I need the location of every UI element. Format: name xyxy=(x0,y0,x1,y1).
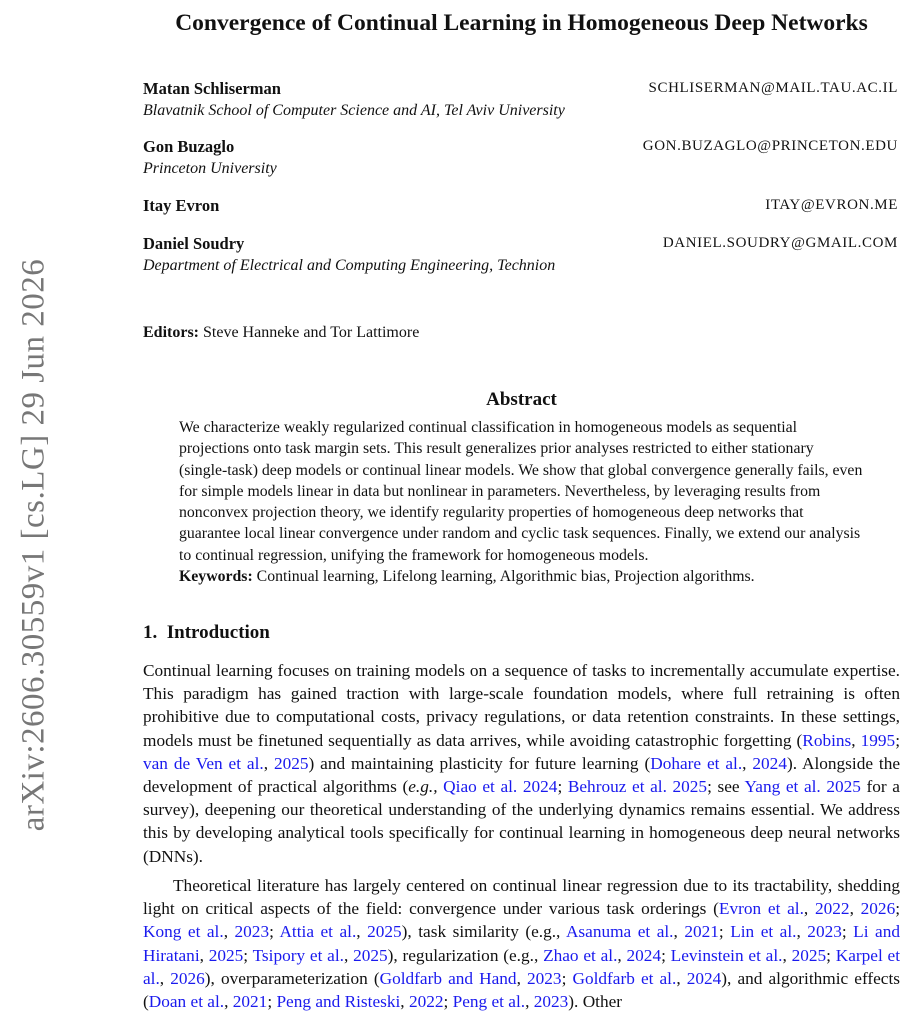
citation-link[interactable]: 2025 xyxy=(367,922,402,942)
citation-link[interactable]: Lin et al. xyxy=(730,922,797,942)
paragraph-text: ; xyxy=(661,945,671,965)
paragraph-text: ). Other xyxy=(568,992,623,1012)
paragraph-text: ; xyxy=(826,945,836,965)
paragraph-text: ; xyxy=(243,945,253,965)
citation-link[interactable]: 2021 xyxy=(232,992,268,1012)
paragraph-text: ), and algorithmic effects ( xyxy=(143,968,901,1012)
citation-link[interactable]: 2026 xyxy=(170,968,205,988)
author-affiliation: Blavatnik School of Computer Science and AI, Tel Aviv University xyxy=(143,102,565,119)
citation-link[interactable]: 2024 xyxy=(626,945,662,965)
paragraph-text: , xyxy=(223,922,235,942)
citation-link[interactable]: 1995 xyxy=(860,730,896,750)
keywords-line xyxy=(179,566,869,587)
citation-link[interactable]: Kong et al. xyxy=(143,922,224,942)
citation-link[interactable]: 2025 xyxy=(791,945,827,965)
paragraph-text: , xyxy=(851,730,861,750)
paragraph-text: Continual learning focuses on training models on a sequence of tasks to incrementally accumulate expertise. This paradigm has gained traction with large-scale foundation models, where full retraining is often prohibitive due to computational costs, privacy regulations, or data retention constraints. In these settings, models must be finetuned sequentially as data arrives, while avoiding catastrophic forgetting ( xyxy=(143,661,900,750)
paragraph-text: ; xyxy=(443,992,453,1012)
paragraph-text: ). Alongside the development of practical algorithms ( xyxy=(143,753,901,797)
citation-link[interactable]: 2022 xyxy=(815,899,850,919)
citation-link[interactable]: 2023 xyxy=(234,922,270,942)
citation-link[interactable]: Peng et al. xyxy=(452,992,526,1012)
author-name: Daniel Soudry xyxy=(143,234,245,253)
author-block xyxy=(143,136,900,180)
citation-link[interactable]: 2024 xyxy=(686,968,722,988)
paragraph-text: ; xyxy=(269,922,280,942)
citation-link[interactable]: Dohare et al. xyxy=(650,753,743,773)
paragraph-text: , xyxy=(224,992,233,1012)
author-name: Gon Buzaglo xyxy=(143,137,235,156)
paragraph-text: , xyxy=(199,945,209,965)
citation-link[interactable]: 2023 xyxy=(527,968,562,988)
paragraph-text: , xyxy=(400,992,409,1012)
citation-link[interactable]: 2022 xyxy=(408,992,444,1012)
author-block xyxy=(143,233,900,277)
citation-link[interactable]: Karpel et al. xyxy=(143,945,901,988)
keywords-label: Keywords: xyxy=(179,568,253,585)
keywords-text: Continual learning, Lifelong learning, Algorithmic bias, Projection algorithms. xyxy=(256,568,755,585)
paragraph-text: Theoretical literature has largely centered on continual linear regression due to its tractability, shedding light on critical aspects of the field: convergence under various task orderings ( xyxy=(143,876,900,919)
citation-link[interactable]: 2021 xyxy=(684,922,719,942)
arxiv-identifier-stamp xyxy=(0,0,60,1000)
paragraph-text: ; xyxy=(557,777,568,797)
paragraph-text: , xyxy=(803,899,815,919)
paragraph-text: ; xyxy=(267,992,277,1012)
paragraph-text: , xyxy=(782,945,792,965)
editors-names: Steve Hanneke and Tor Lattimore xyxy=(203,324,420,341)
paragraph-text: , xyxy=(673,922,685,942)
author-name: Itay Evron xyxy=(143,196,220,215)
citation-link[interactable]: Levinstein et al. xyxy=(670,945,783,965)
author-affiliation: Department of Electrical and Computing Engineering, Technion xyxy=(143,257,556,274)
author-email[interactable]: ITAY@EVRON.ME xyxy=(765,197,898,213)
paragraph-text: ), regularization (e.g., xyxy=(387,945,544,965)
citation-link[interactable]: Yang et al. 2025 xyxy=(744,777,861,797)
citation-link[interactable]: Asanuma et al. xyxy=(565,922,674,942)
paragraph-text: , xyxy=(159,968,171,988)
citation-link[interactable]: 2025 xyxy=(353,945,388,965)
arxiv-id-text: arXiv:2606.30559v1 [cs.LG] 29 Jun 2026 xyxy=(15,258,52,832)
section-heading xyxy=(143,622,270,644)
author-email[interactable]: GON.BUZAGLO@PRINCETON.EDU xyxy=(642,138,898,154)
author-email[interactable]: DANIEL.SOUDRY@GMAIL.COM xyxy=(662,235,898,251)
paragraph-text: , xyxy=(356,922,368,942)
section-title: Introduction xyxy=(166,622,270,643)
citation-link[interactable]: 2023 xyxy=(533,992,569,1012)
paragraph-text: ), overparameterization ( xyxy=(204,968,380,988)
abstract-text: We characterize weakly regularized continual classification in homogeneous models as sequential projections onto task margin sets. This result generalizes prior analyses restricted to either stationary (single-task) deep models or continual linear models. We show that global convergence generally fails, even for simple models linear in data but nonlinear in parameters. Nevertheless, by leveraging results from nonconvex projection theory, we identify regularity properties of homogeneous deep networks that guarantee local linear convergence under random and cyclic task sequences. Finally, we extend our analysis to continual regression, unifying the framework for homogeneous models. xyxy=(179,419,863,564)
citation-link[interactable]: 2026 xyxy=(860,899,896,919)
citation-link[interactable]: Li and Hiratani xyxy=(143,922,900,965)
paragraph-text: , xyxy=(516,968,527,988)
citation-link[interactable]: 2025 xyxy=(208,945,244,965)
author-block xyxy=(143,195,900,217)
paragraph-text: ) and maintaining plasticity for future learning ( xyxy=(308,753,651,773)
author-name: Matan Schliserman xyxy=(143,79,281,98)
intro-paragraph-1 xyxy=(143,659,900,868)
citation-link[interactable]: 2025 xyxy=(273,753,309,773)
abstract-heading: Abstract xyxy=(486,389,557,410)
citation-link[interactable]: Attia et al. xyxy=(279,922,357,942)
paragraph-text: , xyxy=(796,922,808,942)
italic-text: e.g., xyxy=(408,777,438,797)
paragraph-text: , xyxy=(343,945,354,965)
citation-link[interactable]: Peng and Risteski xyxy=(276,992,401,1012)
author-affiliation: Princeton University xyxy=(143,160,277,177)
paragraph-text: , xyxy=(617,945,627,965)
author-email[interactable]: SCHLISERMAN@MAIL.TAU.AC.IL xyxy=(648,80,898,96)
paragraph-text: for a survey), deepening our theoretical understanding of the underlying dynamics remains essential. We address this by developing analytical tools specifically for continual learning in homogeneous deep neural networks (DNNs). xyxy=(143,777,900,866)
editors-label: Editors: xyxy=(143,324,199,341)
citation-link[interactable]: Robins xyxy=(802,730,852,750)
citation-link[interactable]: Zhao et al. xyxy=(543,945,618,965)
paragraph-text: ; xyxy=(895,899,901,919)
citation-link[interactable]: van de Ven et al. xyxy=(143,753,264,773)
citation-link[interactable]: 2023 xyxy=(807,922,842,942)
paragraph-text: , xyxy=(849,899,861,919)
citation-link[interactable]: Goldfarb and Hand xyxy=(379,968,517,988)
paragraph-text: ; xyxy=(718,922,731,942)
paragraph-text: ; xyxy=(561,968,573,988)
paragraph-text: ; xyxy=(895,730,900,750)
section-number: 1. xyxy=(143,622,158,643)
citation-link[interactable]: Doan et al. xyxy=(148,992,225,1012)
citation-link[interactable]: Evron et al. xyxy=(718,899,804,919)
paragraph-text: , xyxy=(742,753,753,773)
citation-link[interactable]: 2024 xyxy=(752,753,787,773)
paper-title: Convergence of Continual Learning in Homogeneous Deep Networks xyxy=(175,10,868,36)
editors-line xyxy=(143,324,419,342)
intro-paragraph-2 xyxy=(143,874,900,1013)
citation-link[interactable]: Qiao et al. 2024 xyxy=(443,777,558,797)
author-block xyxy=(143,78,900,122)
citation-link[interactable]: Behrouz et al. 2025 xyxy=(567,777,708,797)
paragraph-text: ; see xyxy=(707,777,745,797)
citation-link[interactable]: Goldfarb et al. xyxy=(572,968,677,988)
paragraph-text: ), task similarity (e.g., xyxy=(401,922,566,942)
paragraph-text: , xyxy=(525,992,534,1012)
citation-link[interactable]: Tsipory et al. xyxy=(252,945,344,965)
paragraph-text: , xyxy=(676,968,687,988)
paragraph-text: , xyxy=(263,753,274,773)
paragraph-text: ; xyxy=(841,922,854,942)
